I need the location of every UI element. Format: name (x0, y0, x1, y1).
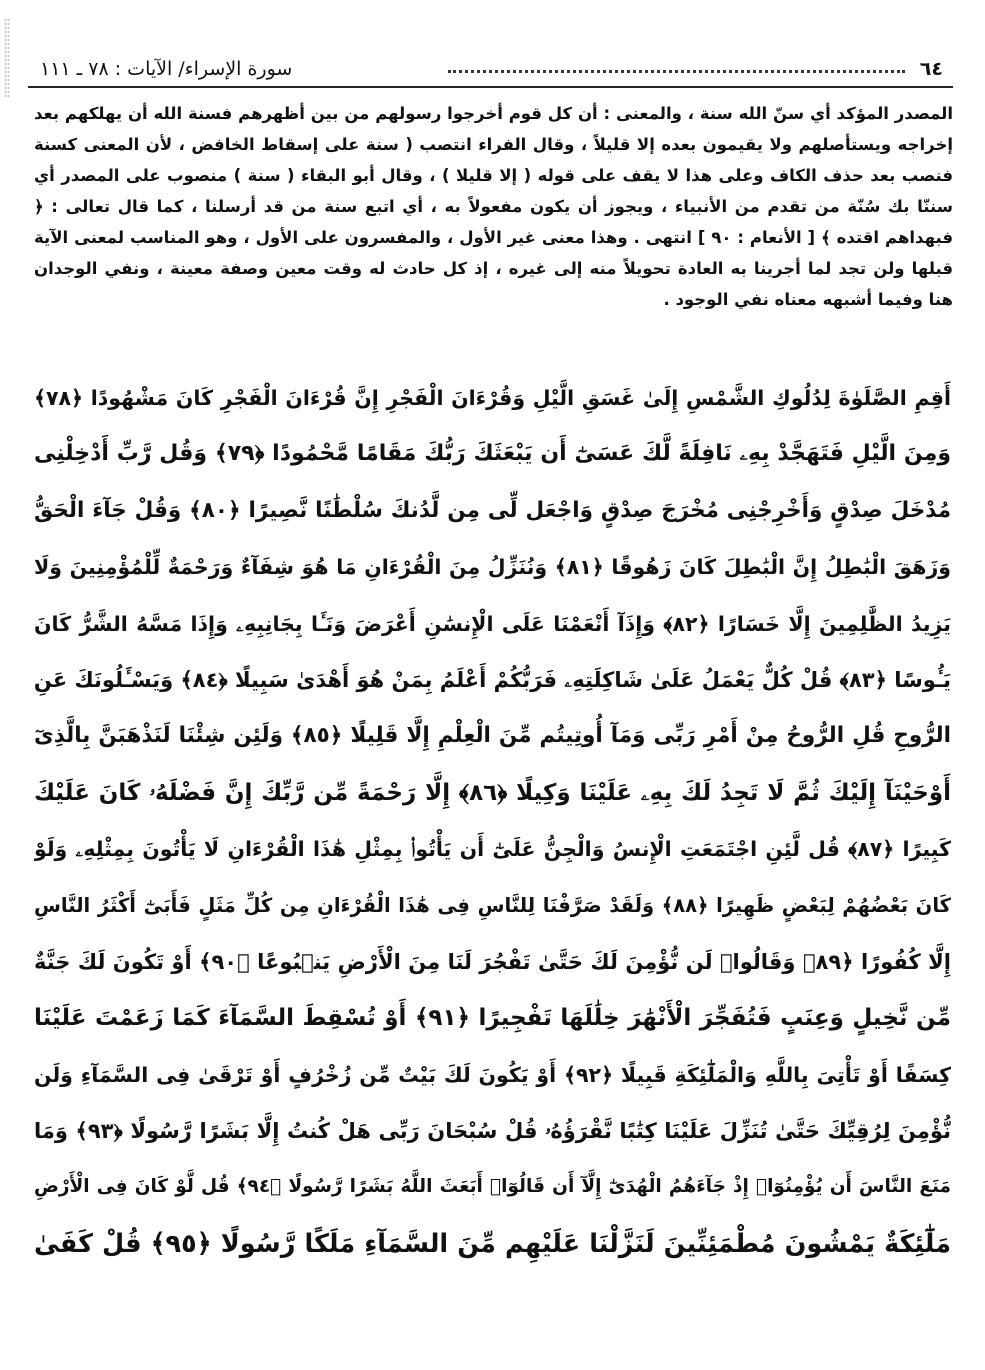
verse-line: مَنَعَ النَّاسَ أَن يُؤْمِنُوٓا۟ إِذْ جَآءَهُمُ الْهُدَىٰٓ إِلَّآ أَن قَالُوٓا۟ أَبَعَثَ اللَّهُ بَشَرًا رَّسُولًا ﴿٩٤﴾ قُل لَّوْ كَانَ فِى الْأَرْضِ (34, 1176, 951, 1198)
verse-line: أَوْحَيْنَآ إِلَيْكَ ثُمَّ لَا تَجِدُ لَكَ بِهِۦ عَلَيْنَا وَكِيلًا ﴿٨٦﴾ إِلَّا رَحْمَةً مِّن رَّبِّكَ إِنَّ فَضْلَهُۥ كَانَ عَلَيْكَ (34, 779, 951, 806)
scan-edge-dots (4, 18, 10, 98)
verse-line: الرُّوحِ قُلِ الرُّوحُ مِنْ أَمْرِ رَبِّى وَمَآ أُوتِيتُم مِّنَ الْعِلْمِ إِلَّا قَلِيلًا ﴿٨٥﴾ وَلَئِن شِئْنَا لَنَذْهَبَنَّ بِالَّذِىٓ (34, 723, 951, 749)
header-rule (28, 86, 953, 88)
verse-line: وَزَهَقَ الْبَٰطِلُ إِنَّ الْبَٰطِلَ كَانَ زَهُوقًا ﴿٨١﴾ وَنُنَزِّلُ مِنَ الْقُرْءَانِ مَا هُوَ شِفَآءٌ وَرَحْمَةٌ لِّلْمُؤْمِنِينَ وَلَا (34, 555, 951, 580)
verse-line: كَانَ بَعْضُهُمْ لِبَعْضٍ ظَهِيرًا ﴿٨٨﴾ وَلَقَدْ صَرَّفْنَا لِلنَّاسِ فِى هَٰذَا الْقُرْءَانِ مِن كُلِّ مَثَلٍ فَأَبَىٰٓ أَكْثَرُ النَّاسِ (34, 893, 951, 917)
verse-line: مَلَٰٓئِكَةٌ يَمْشُونَ مُطْمَئِنِّينَ لَنَزَّلْنَا عَلَيْهِم مِّنَ السَّمَآءِ مَلَكًا رَّسُولًا ﴿٩٥﴾ قُلْ كَفَىٰ (34, 1228, 951, 1259)
verse-line: مُدْخَلَ صِدْقٍ وَأَخْرِجْنِى مُخْرَجَ صِدْقٍ وَاجْعَل لِّى مِن لَّدُنكَ سُلْطَٰنًا نَّصِيرًا ﴿٨٠﴾ وَقُلْ جَآءَ الْحَقُّ (34, 497, 951, 523)
quran-verses-block (34, 370, 951, 1355)
verse-line: كَبِيرًا ﴿٨٧﴾ قُل لَّئِنِ اجْتَمَعَتِ الْإِنسُ وَالْجِنُّ عَلَىٰٓ أَن يَأْتُوا۟ بِمِثْلِ هَٰذَا الْقُرْءَانِ لَا يَأْتُونَ بِمِثْلِهِۦ وَلَوْ (34, 837, 951, 862)
verse-line: أَقِمِ الصَّلَوٰةَ لِدُلُوكِ الشَّمْسِ إِلَىٰ غَسَقِ الَّيْلِ وَقُرْءَانَ الْفَجْرِ إِنَّ قُرْءَانَ الْفَجْرِ كَانَ مَشْهُودًا ﴿٧٨﴾ (34, 386, 951, 410)
verse-line: يَـُٔوسًا ﴿٨٣﴾ قُلْ كُلٌّ يَعْمَلُ عَلَىٰ شَاكِلَتِهِۦ فَرَبُّكُمْ أَعْلَمُ بِمَنْ هُوَ أَهْدَىٰ سَبِيلًا ﴿٨٤﴾ وَيَسْـَٔلُونَكَ عَنِ (34, 667, 951, 692)
page-number: ٦٤ (919, 58, 943, 80)
verse-line: وَمِنَ الَّيْلِ فَتَهَجَّدْ بِهِۦ نَافِلَةً لَّكَ عَسَىٰٓ أَن يَبْعَثَكَ رَبُّكَ مَقَامًا مَّحْمُودًا ﴿٧٩﴾ وَقُل رَّبِّ أَدْخِلْنِى (34, 441, 951, 467)
verse-line: يَزِيدُ الظَّٰلِمِينَ إِلَّا خَسَارًا ﴿٨٢﴾ وَإِذَآ أَنْعَمْنَا عَلَى الْإِنسَٰنِ أَعْرَضَ وَنَـَٔا بِجَانِبِهِۦ وَإِذَا مَسَّهُ الشَّرُّ كَانَ (34, 611, 951, 636)
verse-line: إِلَّا كُفُورًا ﴿٨٩﴾ وَقَالُوا۟ لَن نُّؤْمِنَ لَكَ حَتَّىٰ تَفْجُرَ لَنَا مِنَ الْأَرْضِ يَنۢبُوعًا ﴿٩٠﴾ أَوْ تَكُونَ لَكَ جَنَّةٌ (34, 949, 951, 974)
page-header (28, 50, 953, 84)
verse-line: مِّن نَّخِيلٍ وَعِنَبٍ فَتُفَجِّرَ الْأَنْهَٰرَ خِلَٰلَهَا تَفْجِيرًا ﴿٩١﴾ أَوْ تُسْقِطَ السَّمَآءَ كَمَا زَعَمْتَ عَلَيْنَا (34, 1005, 951, 1032)
header-dotted-leader (448, 70, 905, 73)
verse-line: كِسَفًا أَوْ تَأْتِىَ بِاللَّهِ وَالْمَلَٰٓئِكَةِ قَبِيلًا ﴿٩٢﴾ أَوْ يَكُونَ لَكَ بَيْتٌ مِّن زُخْرُفٍ أَوْ تَرْقَىٰ فِى السَّمَآءِ وَلَن (34, 1062, 951, 1087)
running-title: سورة الإسراء/ الآيات : ٧٨ ـ ١١١ (40, 58, 293, 80)
commentary-block (34, 98, 953, 315)
verse-line: نُّؤْمِنَ لِرُقِيِّكَ حَتَّىٰ تُنَزِّلَ عَلَيْنَا كِتَٰبًا نَّقْرَؤُهُۥ قُلْ سُبْحَانَ رَبِّى هَلْ كُنتُ إِلَّا بَشَرًا رَّسُولًا ﴿٩٣﴾ وَمَا (34, 1119, 951, 1144)
commentary-paragraph: المصدر المؤكد أي سنّ الله سنة ، والمعنى : أن كل قوم أخرجوا رسولهم من بين أظهرهم فسنة الله أن يهلكهم بعد إخراجه ويستأصلهم ولا يقيمون بعده إلا قليلاً ، وقال الفراء انتصب ( سنة على إسقاط الخافض ، لأن المعنى كسنة فنصب بعد حذف الكاف وعلى هذا لا يقف على قوله ( إلا قليلا ) ، وقال أبو البقاء ( سنة ) منصوب على المصدر أي سننّا بك سُنّة من تقدم من الأنبياء ، ويجوز أن يكون مفعولاً به ، أي اتبع سنة من قد أرسلنا ، كما قال تعالى : ﴿ فبهداهم اقتده ﴾ [ الأنعام : ٩٠ ] انتهى . وهذا معنى غير الأول ، والمفسرون على الأول ، وهو المناسب لمعنى الآية قبلها ولن تجد لما أجرينا به العادة تحويلاً منه إلى غيره ، إذ كل حادث له وقت معين وصفة معينة ، ونفي الوجدان هنا وفيما أشبهه معناه نفي الوجود . (34, 104, 954, 309)
